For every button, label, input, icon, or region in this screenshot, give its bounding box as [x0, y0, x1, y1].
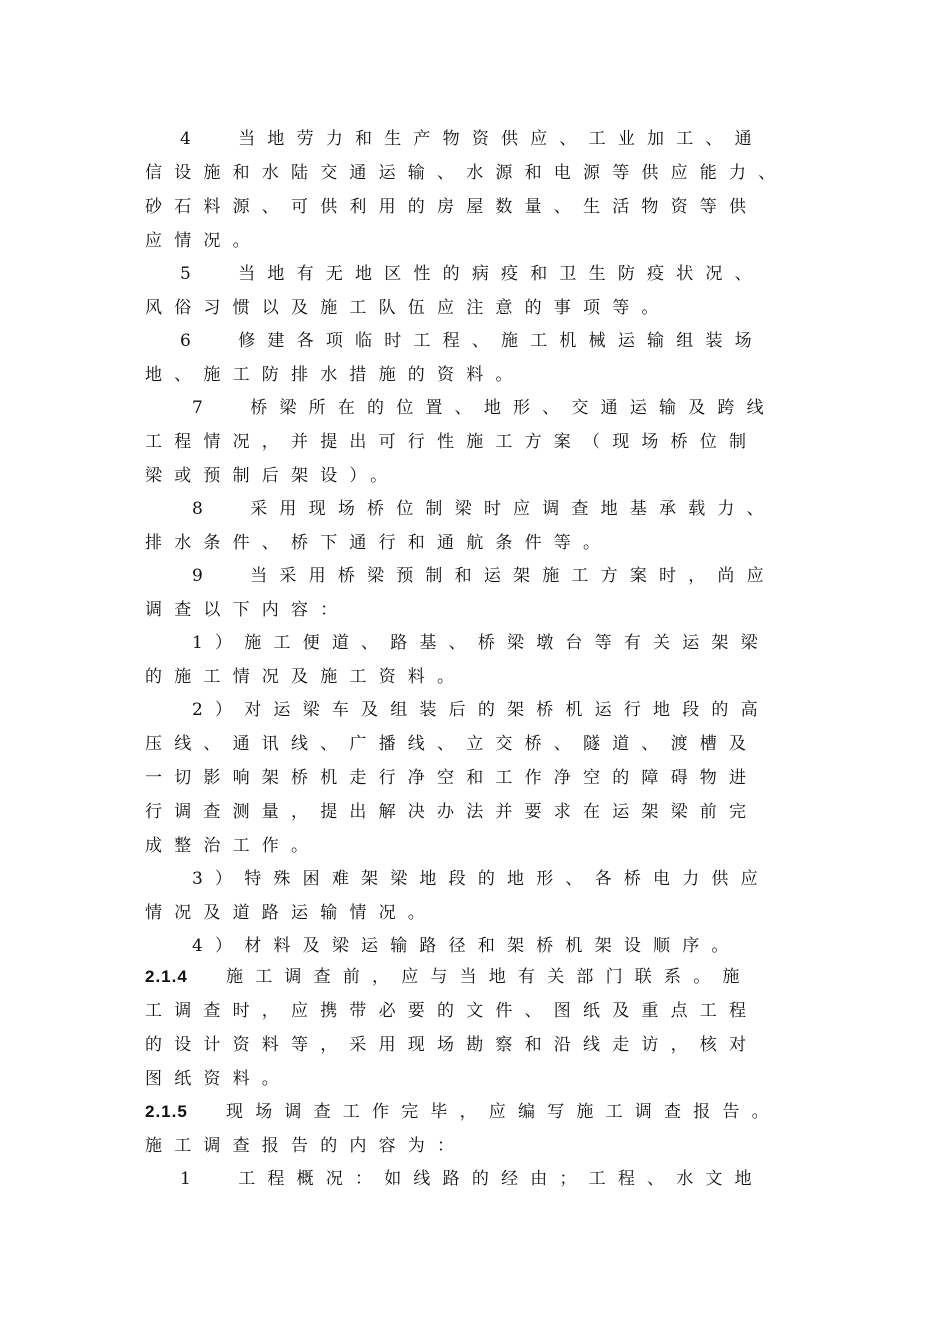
- paragraph-line: 砂石料源、可供利用的房屋数量、生活物资等供: [145, 197, 759, 217]
- paragraph-line: 4 当地劳力和生产物资供应、工业加工、通: [180, 129, 764, 149]
- paragraph-line: 成整治工作。: [145, 836, 321, 856]
- paragraph-line: 信设施和水陆交通运输、水源和电源等供应能力、: [145, 163, 788, 183]
- paragraph-line: 调查以下内容：: [145, 600, 350, 620]
- paragraph-line: 施工调查前，应与当地有关部门联系。施: [226, 967, 752, 987]
- paragraph-line: 9 当采用桥梁预制和运架施工方案时，尚应: [192, 566, 776, 586]
- paragraph-line: 工调查时，应携带必要的文件、图纸及重点工程: [145, 1001, 759, 1021]
- paragraph-line: 1 工程概况：如线路的经由；工程、水文地: [180, 1169, 764, 1189]
- paragraph-line: 行调查测量，提出解决办法并要求在运架梁前完: [145, 802, 759, 822]
- paragraph-line: 图纸资料。: [145, 1069, 291, 1089]
- paragraph-line: 一切影响架桥机走行净空和工作净空的障碍物进: [145, 768, 759, 788]
- paragraph-line: 应情况。: [145, 231, 262, 251]
- paragraph-line: 5 当地有无地区性的病疫和卫生防疫状况、: [180, 264, 764, 284]
- paragraph-line: 3）特殊困难架梁地段的地形、各桥电力供应: [192, 869, 770, 889]
- paragraph-line: 压线、通讯线、广播线、立交桥、隧道、渡槽及: [145, 734, 759, 754]
- paragraph-line: 地、施工防排水措施的资料。: [145, 365, 525, 385]
- paragraph-line: 风俗习惯以及施工队伍应注意的事项等。: [145, 298, 671, 318]
- section-number: 2.1.5: [145, 1102, 188, 1121]
- paragraph-line: 情况及道路运输情况。: [145, 903, 437, 923]
- paragraph-line: 的施工情况及施工资料。: [145, 667, 467, 687]
- paragraph-line: 6 修建各项临时工程、施工机械运输组装场: [180, 331, 764, 351]
- paragraph-line: 1）施工便道、路基、桥梁墩台等有关运架梁: [192, 633, 770, 653]
- paragraph-line: 排水条件、桥下通行和通航条件等。: [145, 533, 613, 553]
- paragraph-line: 7 桥梁所在的位置、地形、交通运输及跨线: [192, 398, 776, 418]
- paragraph-line: 梁或预制后架设）。: [145, 466, 400, 486]
- paragraph-line: 施工调查报告的内容为：: [145, 1136, 467, 1156]
- paragraph-line: 工程情况，并提出可行性施工方案（现场桥位制: [145, 432, 759, 452]
- paragraph-line: 2）对运梁车及组装后的架桥机运行地段的高: [192, 700, 770, 720]
- paragraph-line: 8 采用现场桥位制梁时应调查地基承载力、: [192, 499, 776, 519]
- section-number: 2.1.4: [145, 967, 188, 986]
- paragraph-line: 现场调查工作完毕，应编写施工调查报告。: [226, 1102, 781, 1122]
- paragraph-line: 的设计资料等，采用现场勘察和沿线走访，核对: [145, 1035, 759, 1055]
- paragraph-line: 4）材料及梁运输路径和架桥机架设顺序。: [192, 936, 741, 956]
